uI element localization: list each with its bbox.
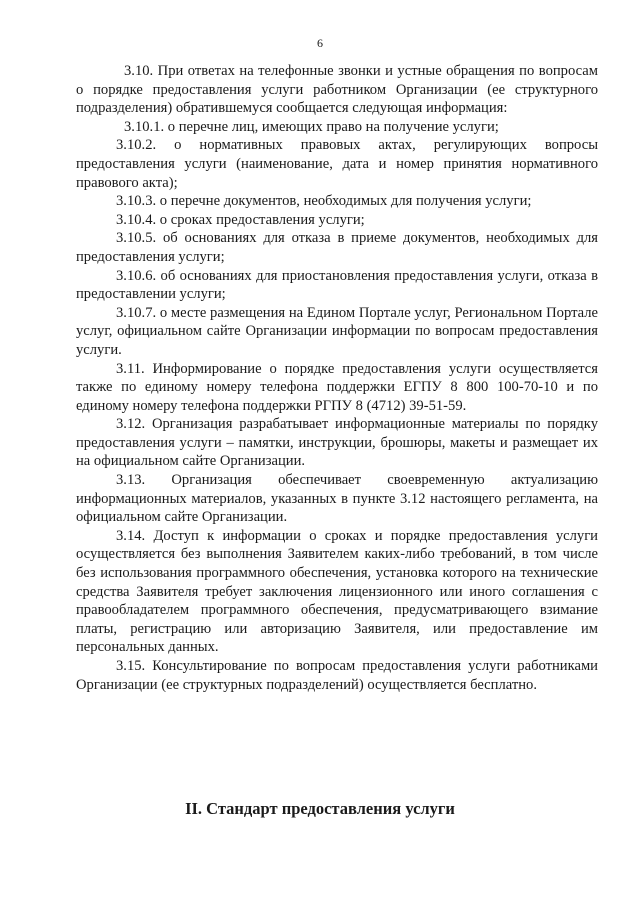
paragraph-3-10-1: 3.10.1. о перечне лиц, имеющих право на получение услуги; xyxy=(124,118,499,135)
paragraph-3-10-4: 3.10.4. о сроках предоставления услуги; xyxy=(116,211,365,228)
paragraph-3-10: 3.10. При ответах на телефонные звонки и устные обращения по вопросам о порядке предоставления услуги работником Организации (ее структурного подразделения) обратившемуся сообщается следующая информация: xyxy=(76,63,598,117)
paragraph-3-10-2: 3.10.2. о нормативных правовых актах, регулирующих вопросы предоставления услуги (наименование, дата и номер принятия нормативного правового акта); xyxy=(76,137,598,191)
paragraph-3-10-5: 3.10.5. об основаниях для отказа в приеме документов, необходимых для предоставления услуги; xyxy=(76,230,598,265)
document-body xyxy=(76,62,598,694)
section-heading: II. Стандарт предоставления услуги xyxy=(185,799,455,818)
paragraph-3-10-7: 3.10.7. о месте размещения на Едином Портале услуг, Региональном Портале услуг, официальном сайте Организации информации по вопросам предоставления услуги. xyxy=(76,304,598,358)
paragraph-3-14: 3.14. Доступ к информации о сроках и порядке предоставления услуги осуществляется без выполнения Заявителем каких-либо требований, в том числе без использования программного обеспечения, установка которого на технические средства Заявителя требует заключения лицензионного или иного соглашения с правообладателем программного обеспечения, предусматривающего взимание платы, регистрацию или авторизацию Заявителя, или предоставление им персональных данных. xyxy=(76,527,598,656)
paragraph-3-10-3: 3.10.3. о перечне документов, необходимых для получения услуги; xyxy=(116,193,532,210)
paragraph-3-12: 3.12. Организация разрабатывает информационные материалы по порядку предоставления услуги – памятки, инструкции, брошюры, макеты и размещает их на официальном сайте Организации. xyxy=(76,416,598,470)
paragraph-3-13: 3.13. Организация обеспечивает своевременную актуализацию информационных материалов, указанных в пункте 3.12 настоящего регламента, на официальном сайте Организации. xyxy=(76,472,598,526)
paragraph-3-11: 3.11. Информирование о порядке предоставления услуги осуществляется также по единому номеру телефона поддержки ЕГПУ 8 800 100-70-10 и по единому номеру телефона поддержки РГПУ 8 (4712) 39-51-59. xyxy=(76,360,598,414)
paragraph-3-15: 3.15. Консультирование по вопросам предоставления услуги работниками Организации (ее структурных подразделений) осуществляется бесплатно. xyxy=(76,658,598,693)
paragraph-3-10-6: 3.10.6. об основаниях для приостановления предоставления услуги, отказа в предоставлении услуги; xyxy=(76,267,598,303)
page-number: 6 xyxy=(317,36,323,50)
